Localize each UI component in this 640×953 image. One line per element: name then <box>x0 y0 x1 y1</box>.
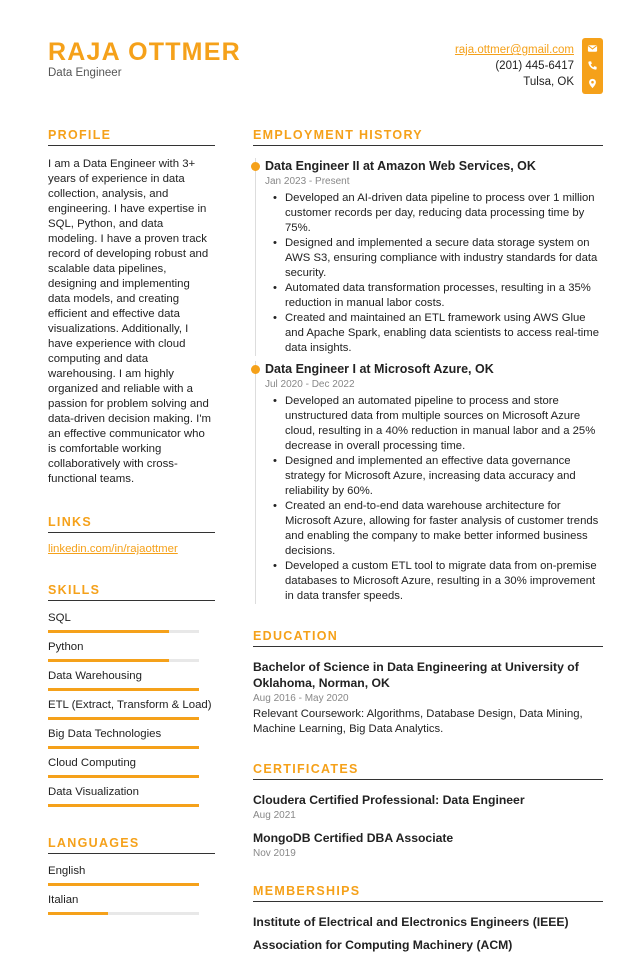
contact-icon-bar <box>582 38 603 94</box>
skill-item <box>48 612 215 630</box>
job-bullet: • Created and maintained an ETL framework using AWS Glue and Apache Spark, enabling data scientists to access real-time data insights. <box>265 311 603 356</box>
certificate-title: MongoDB Certified DBA Associate <box>253 831 454 845</box>
certificate-list <box>253 792 603 859</box>
job-entry <box>253 158 603 356</box>
profile-summary: I am a Data Engineer with 3+ years of experience in data collection, analysis, and engineering. I have expertise in SQL, Python, and data modeling. I have a proven track record of developing robust and scalable data pipelines, designing and implementing data models, and creating efficient and effective data visualizations. Additionally, I have experience with cloud computing and data warehousing. I am highly organized and reliable with a passion for problem solving and data-driven decision making. I'm an effective communicator who is comfortable working collaboratively with cross-functional teams. <box>48 158 211 485</box>
membership-item: Association for Computing Machinery (ACM) <box>253 938 513 952</box>
certificate-entry <box>253 792 603 821</box>
certificate-date: Nov 2019 <box>253 848 296 859</box>
job-entry-dates: Jul 2020 - Dec 2022 <box>265 379 355 390</box>
job-bullet: • Developed an AI-driven data pipeline to process over 1 million customer records per day, reducing data processing time by 75%. <box>265 191 603 236</box>
employment-heading: EMPLOYMENT HISTORY <box>253 128 603 146</box>
timeline-line <box>255 158 256 356</box>
language-item-level-fill <box>48 883 199 886</box>
job-entry-title: Data Engineer II at Amazon Web Services, OK <box>265 159 536 173</box>
links-heading: LINKS <box>48 515 215 533</box>
right-column <box>253 128 603 953</box>
skill-item <box>48 757 215 775</box>
job-bullet: • Automated data transformation processes, resulting in a 35% reduction in manual labor costs. <box>265 281 603 311</box>
job-bullets <box>265 394 603 604</box>
degree-title: Bachelor of Science in Data Engineering at University of Oklahoma, Norman, OK <box>253 660 579 690</box>
skill-item-level-bar <box>48 717 199 720</box>
timeline-dot <box>251 365 260 374</box>
language-item-level-bar <box>48 883 199 886</box>
language-item-label: English <box>48 865 86 877</box>
language-item <box>48 865 215 883</box>
education-entry <box>253 659 603 737</box>
job-bullet: • Developed a custom ETL tool to migrate data from on-premise databases to Microsoft Azure, resulting in a 30% improvement in data transfer speeds. <box>265 559 603 604</box>
skill-item-label: ETL (Extract, Transform & Load) <box>48 699 212 711</box>
skill-item-level-bar <box>48 688 199 691</box>
skill-item-level-fill <box>48 659 169 662</box>
membership-list <box>253 914 603 953</box>
timeline-line <box>255 361 256 604</box>
location-pin-icon <box>587 78 598 89</box>
certificates-heading: CERTIFICATES <box>253 762 603 780</box>
certificate-entry <box>253 830 603 859</box>
email-link[interactable]: raja.ottmer@gmail.com <box>454 44 574 56</box>
job-title: Data Engineer <box>48 67 122 79</box>
education-dates: Aug 2016 - May 2020 <box>253 693 349 704</box>
timeline-dot <box>251 162 260 171</box>
certificate-date: Aug 2021 <box>253 810 296 821</box>
skill-item-level-fill <box>48 746 199 749</box>
skill-item-level-bar <box>48 630 199 633</box>
skill-item-level-bar <box>48 746 199 749</box>
skills-heading: SKILLS <box>48 583 215 601</box>
languages-heading: LANGUAGES <box>48 836 215 854</box>
location: Tulsa, OK <box>523 76 574 88</box>
skill-item-label: Data Visualization <box>48 786 139 798</box>
skill-item-label: Data Warehousing <box>48 670 142 682</box>
skill-item <box>48 786 215 804</box>
linkedin-link[interactable]: linkedin.com/in/rajaottmer <box>48 543 178 555</box>
job-list <box>253 158 603 604</box>
language-item <box>48 894 215 912</box>
skill-item-level-bar <box>48 804 199 807</box>
skill-item-level-fill <box>48 630 169 633</box>
candidate-name: RAJA OTTMER <box>48 38 241 66</box>
skill-item-level-bar <box>48 659 199 662</box>
job-bullets <box>265 191 603 356</box>
contact-info <box>455 42 574 90</box>
job-bullet: • Developed an automated pipeline to process and store unstructured data from multiple sources on Microsoft Azure cloud, resulting in a 40% reduction in manual labor and a 25% decrease in overall processing time. <box>265 394 603 454</box>
languages-list <box>48 865 215 912</box>
email-icon <box>587 43 598 54</box>
skill-item <box>48 670 215 688</box>
phone-icon <box>587 60 598 71</box>
language-item-level-fill <box>48 912 108 915</box>
skill-item-label: SQL <box>48 612 71 624</box>
job-entry-dates: Jan 2023 - Present <box>265 176 350 187</box>
skill-item <box>48 728 215 746</box>
skill-item-label: Cloud Computing <box>48 757 137 769</box>
membership-item: Institute of Electrical and Electronics Engineers (IEEE) <box>253 915 569 929</box>
skill-item-level-fill <box>48 775 199 778</box>
job-bullet: • Designed and implemented an effective data governance strategy for Microsoft Azure, increasing data accuracy and reliability by 60%. <box>265 454 603 499</box>
skill-item-label: Python <box>48 641 84 653</box>
job-entry <box>253 361 603 604</box>
phone-number: (201) 445-6417 <box>495 60 574 72</box>
job-bullet: • Created an end-to-end data warehouse architecture for Microsoft Azure, allowing for faster analysis of customer trends and enabling the company to make better informed business decisions. <box>265 499 603 559</box>
memberships-heading: MEMBERSHIPS <box>253 884 603 902</box>
language-item-level-bar <box>48 912 199 915</box>
profile-heading: PROFILE <box>48 128 215 146</box>
skill-item-label: Big Data Technologies <box>48 728 162 740</box>
language-item-label: Italian <box>48 894 79 906</box>
skill-item-level-fill <box>48 688 199 691</box>
skill-item-level-fill <box>48 717 199 720</box>
skill-item <box>48 641 215 659</box>
certificate-title: Cloudera Certified Professional: Data Engineer <box>253 793 525 807</box>
skill-item <box>48 699 215 717</box>
skills-list <box>48 612 215 804</box>
coursework: Relevant Coursework: Algorithms, Database Design, Data Mining, Machine Learning, Big Data Analytics. <box>253 708 583 735</box>
job-entry-title: Data Engineer I at Microsoft Azure, OK <box>265 362 494 376</box>
job-bullet: • Designed and implemented a secure data storage system on AWS S3, ensuring compliance with industry standards for data security. <box>265 236 603 281</box>
skill-item-level-fill <box>48 804 199 807</box>
skill-item-level-bar <box>48 775 199 778</box>
education-heading: EDUCATION <box>253 629 603 647</box>
left-column <box>48 128 215 912</box>
